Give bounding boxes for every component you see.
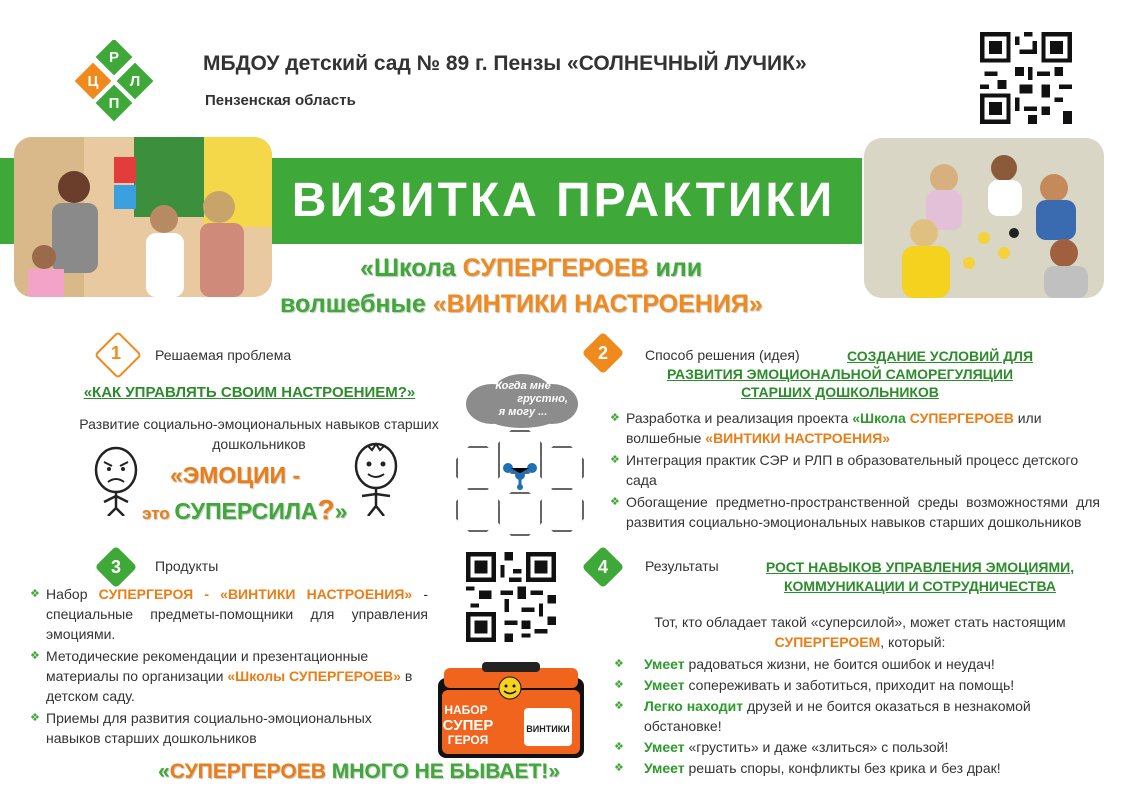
organization-title: МБДОУ детский сад № 89 г. Пензы «СОЛНЕЧНЫЙ ЛУЧИК»	[203, 52, 807, 75]
cpl-logo	[68, 40, 158, 130]
organization-region: Пензенская область	[205, 92, 356, 109]
final-slogan: «СУПЕРГЕРОЕВ МНОГО НЕ БЫВАЕТ!»	[158, 760, 560, 783]
practice-subtitle-line2: волшебные «ВИНТИКИ НАСТРОЕНИЯ»	[280, 290, 763, 318]
box-label-super: СУПЕР	[442, 717, 494, 734]
section1-heading: «КАК УПРАВЛЯТЬ СВОИМ НАСТРОЕНИЕМ?»	[83, 384, 416, 401]
logo-letter-p: П	[108, 95, 120, 112]
box-label-geroya: ГЕРОЯ	[447, 733, 489, 747]
section2-heading: СОЗДАНИЕ УСЛОВИЙ ДЛЯ РАЗВИТИЯ ЭМОЦИОНАЛЬНОЙ САМОРЕГУЛЯЦИИ СТАРШИХ ДОШКОЛЬНИКОВ	[666, 348, 1034, 400]
section3-list	[30, 584, 428, 748]
box-label-vintiki: ВИНТИКИ	[526, 724, 570, 734]
happy-face-icon	[346, 440, 406, 516]
section1-number-badge: 1	[93, 330, 139, 376]
section2-item-2: ❖ Интеграция практик СЭР и РЛП в образовательный процесс детского сада	[610, 452, 1079, 488]
logo-letter-l: Л	[129, 73, 141, 90]
section2-label: Способ решения (идея)	[645, 347, 800, 363]
banner-title: ВИЗИТКА ПРАКТИКИ	[291, 174, 836, 227]
emotion-card-icon-1	[456, 446, 500, 490]
section4-list	[614, 654, 1094, 778]
practice-subtitle-line1: «Школа СУПЕРГЕРОЕВ или	[360, 254, 703, 282]
fidget-spinner-icon	[500, 460, 540, 490]
section4-item-3: ❖ Легко находит друзей и не боится оказаться в незнакомой обстановке!	[614, 698, 1031, 734]
emotion-card-icon-4	[456, 488, 500, 532]
section4-heading: РОСТ НАВЫКОВ УПРАВЛЕНИЯ ЭМОЦИЯМИ, КОММУНИКАЦИИ И СОТРУДНИЧЕСТВА	[765, 559, 1075, 594]
section1-label: Решаемая проблема	[155, 347, 292, 363]
section4-item-4: ❖ Умеет «грустить» и даже «злиться» с пользой!	[614, 739, 949, 755]
slogan-emotions-line2: это СУПЕРСИЛА?»	[142, 494, 348, 525]
sad-face-icon	[86, 444, 146, 516]
section4-number-badge: 4	[580, 544, 626, 590]
photo-teacher-with-children	[14, 137, 272, 297]
emotion-card-icon-3	[540, 446, 584, 490]
emotion-card-icon-6	[540, 488, 584, 532]
superhero-kit-box-image	[432, 660, 590, 760]
section4-item-5: ❖ Умеет решать споры, конфликты без крика и без драк!	[614, 760, 1001, 776]
thought-cloud-text: Когда мне грустно, я могу ...	[495, 380, 568, 418]
section4-intro: Тот, кто обладает такой «суперсилой», может стать настоящим СУПЕРГЕРОЕМ, который:	[654, 614, 1066, 650]
section1-text: Развитие социально-эмоциональных навыков старших дошкольников	[79, 416, 439, 452]
qr-code-center[interactable]	[466, 552, 556, 642]
logo-letter-r: Р	[108, 49, 120, 66]
slogan-emotions-line1: «ЭМОЦИИ -	[170, 462, 301, 488]
section2-item-1: ❖ Разработка и реализация проекта «Школа СУПЕРГЕРОЕВ или волшебные «ВИНТИКИ НАСТРОЕНИЯ»	[610, 410, 1042, 446]
section3-item-2: ❖ Методические рекомендации и презентационные материалы по организации «Школы СУПЕРГЕРОЕВ» в детском саду.	[30, 648, 413, 704]
emotion-card-icon-5	[498, 492, 542, 536]
photo-children-playing-floor	[864, 138, 1104, 298]
section4-label: Результаты	[645, 558, 719, 574]
section2-list	[610, 408, 1100, 532]
section4-item-1: ❖ Умеет радоваться жизни, не боится ошибок и неудач!	[614, 656, 995, 672]
section2-number-badge: 2	[580, 330, 626, 376]
box-label-nabor: НАБОР	[444, 703, 488, 717]
logo-letter-c: Ц	[87, 73, 99, 90]
section3-item-1: ❖ Набор СУПЕРГЕРОЯ - «ВИНТИКИ НАСТРОЕНИЯ» - специальные предметы-помощники для управления эмоциями.	[30, 586, 428, 642]
section3-item-3: ❖ Приемы для развития социально-эмоциональных навыков старших дошкольников	[30, 710, 372, 746]
section3-number-badge: 3	[93, 544, 139, 590]
section3-label: Продукты	[155, 558, 219, 574]
section2-item-3: ❖ Обогащение предметно-пространственной среды возможностями для развития социально-эмоциональных навыков старших дошкольников	[610, 494, 1100, 530]
qr-code-top[interactable]	[980, 32, 1072, 124]
section4-item-2: ❖ Умеет сопереживать и заботиться, приходит на помощь!	[614, 677, 1015, 693]
